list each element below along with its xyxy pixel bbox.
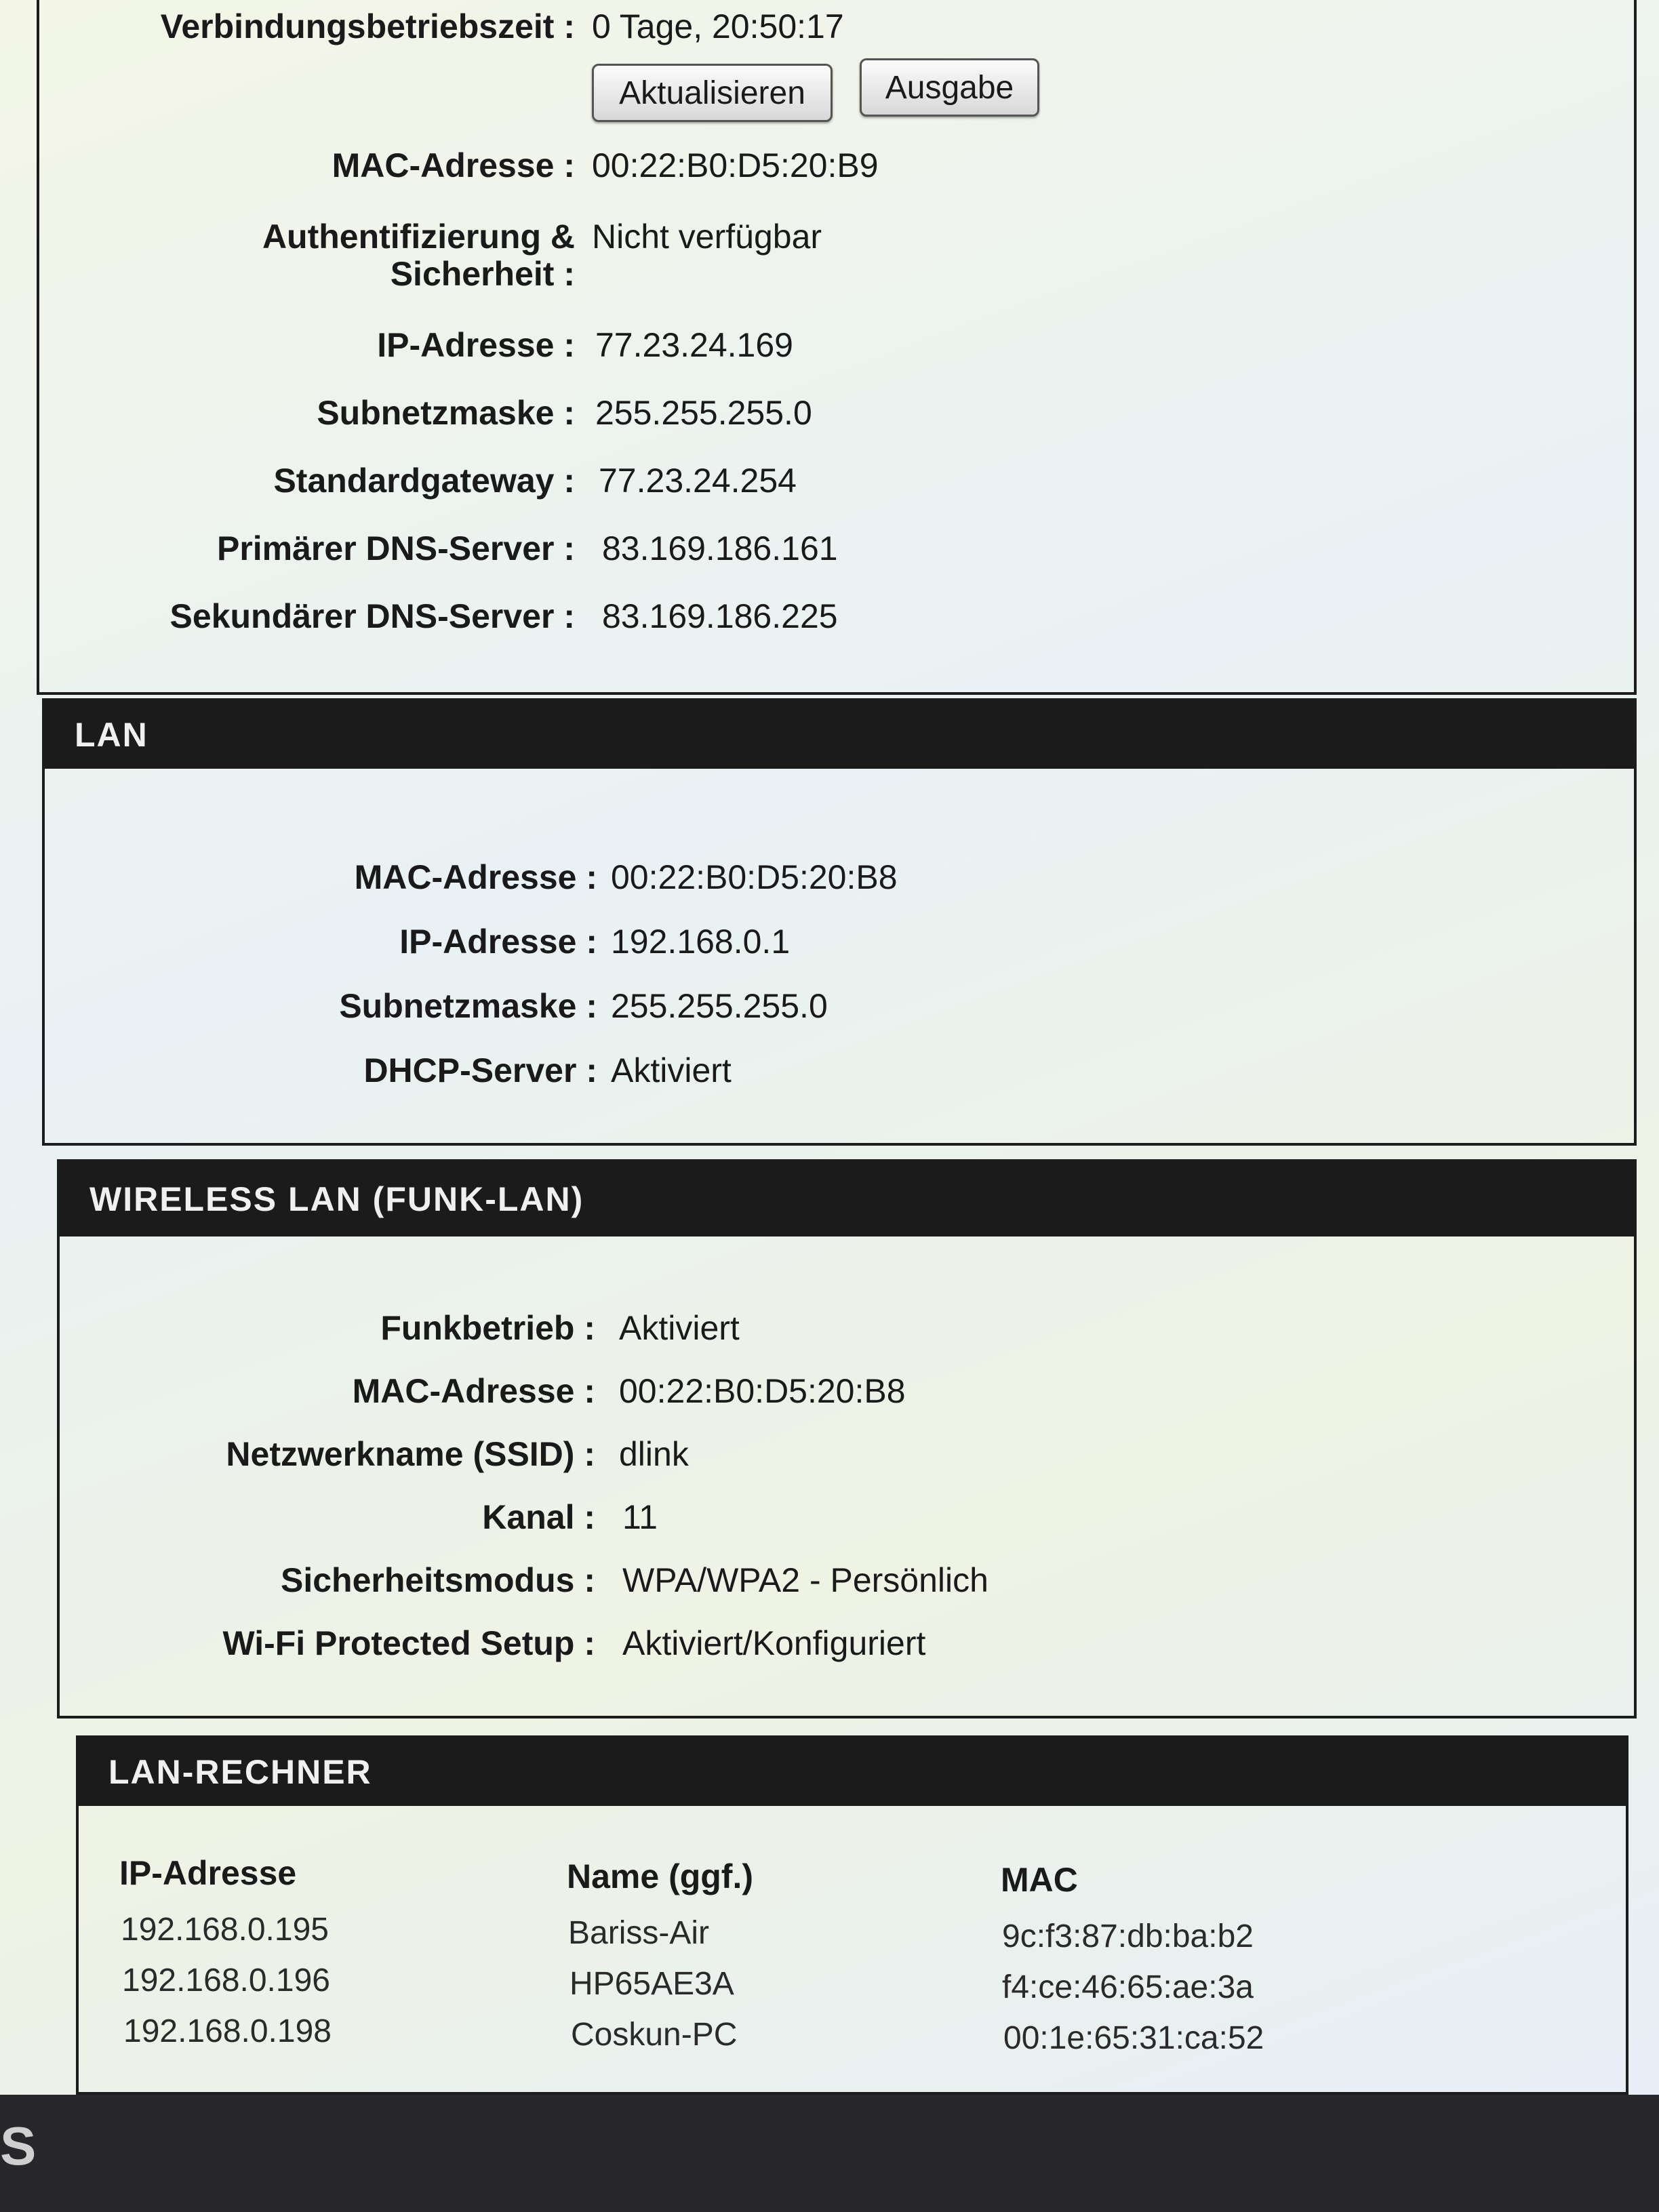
uptime-value: 0 Tage, 20:50:17 (592, 7, 844, 45)
col-header-mac: MAC (1001, 1861, 1078, 1899)
client-ip: 192.168.0.198 (123, 2013, 332, 2049)
auth-label-line2: Sicherheit : (390, 255, 575, 293)
wan-mac-value: 00:22:B0:D5:20:B9 (592, 146, 879, 184)
lan-ip-value: 192.168.0.1 (611, 923, 791, 961)
col-header-name: Name (ggf.) (567, 1857, 753, 1895)
lan-clients-header: LAN-RECHNER (79, 1738, 1626, 1806)
client-mac: 00:1e:65:31:ca:52 (1003, 2020, 1264, 2056)
wps-value: Aktiviert/Konfiguriert (622, 1624, 926, 1662)
lan-mac-value: 00:22:B0:D5:20:B8 (611, 858, 898, 896)
wan-mac-label: MAC-Adresse : (332, 146, 575, 184)
auth-value: Nicht verfügbar (592, 218, 822, 256)
lan-panel-header: LAN (45, 701, 1634, 769)
wlan-mac-value: 00:22:B0:D5:20:B8 (619, 1372, 906, 1410)
lan-ip-label: IP-Adresse : (399, 923, 597, 961)
bezel-logo-fragment: S (0, 2116, 37, 2176)
client-name: HP65AE3A (569, 1966, 734, 2002)
refresh-button[interactable]: Aktualisieren (592, 64, 833, 122)
wan-ip-value: 77.23.24.169 (595, 326, 793, 364)
lan-panel (42, 698, 1637, 1146)
wan-subnet-label: Subnetzmaske : (317, 394, 575, 432)
dhcp-label: DHCP-Server : (363, 1051, 597, 1089)
monitor-bezel (0, 2095, 1659, 2212)
wlan-panel-header: WIRELESS LAN (FUNK-LAN) (60, 1162, 1634, 1236)
secondary-dns-value: 83.169.186.225 (602, 597, 838, 635)
client-ip: 192.168.0.196 (122, 1963, 330, 1998)
client-name: Bariss-Air (568, 1915, 710, 1951)
channel-value: 11 (622, 1498, 658, 1536)
lan-subnet-label: Subnetzmaske : (339, 987, 597, 1025)
security-mode-value: WPA/WPA2 - Persönlich (622, 1561, 988, 1599)
secondary-dns-label: Sekundärer DNS-Server : (169, 597, 575, 635)
ssid-value: dlink (619, 1435, 689, 1473)
wlan-mac-label: MAC-Adresse : (352, 1372, 595, 1410)
lan-clients-panel (76, 1735, 1628, 2095)
radio-value: Aktiviert (619, 1309, 740, 1347)
gateway-value: 77.23.24.254 (599, 462, 797, 500)
output-button[interactable]: Ausgabe (860, 58, 1039, 117)
dhcp-value: Aktiviert (611, 1051, 732, 1089)
ssid-label: Netzwerkname (SSID) : (226, 1435, 595, 1473)
lan-mac-label: MAC-Adresse : (354, 858, 597, 896)
security-mode-label: Sicherheitsmodus : (281, 1561, 595, 1599)
auth-label-line1: Authentifizierung & (262, 218, 575, 256)
wan-ip-label: IP-Adresse : (377, 326, 575, 364)
client-name: Coskun-PC (571, 2017, 738, 2053)
gateway-label: Standardgateway : (273, 462, 575, 500)
primary-dns-label: Primärer DNS-Server : (216, 529, 575, 567)
col-header-ip: IP-Adresse (119, 1854, 297, 1892)
lan-subnet-value: 255.255.255.0 (611, 987, 828, 1025)
client-ip: 192.168.0.195 (121, 1912, 329, 1948)
wlan-panel (57, 1159, 1637, 1718)
channel-label: Kanal : (482, 1498, 595, 1536)
uptime-label: Verbindungsbetriebszeit : (160, 7, 575, 45)
client-mac: 9c:f3:87:db:ba:b2 (1002, 1918, 1254, 1954)
radio-label: Funkbetrieb : (380, 1309, 595, 1347)
internet-panel (37, 0, 1637, 695)
primary-dns-value: 83.169.186.161 (602, 529, 838, 567)
wps-label: Wi-Fi Protected Setup : (222, 1624, 595, 1662)
client-mac: f4:ce:46:65:ae:3a (1002, 1969, 1254, 2005)
wan-subnet-value: 255.255.255.0 (595, 394, 812, 432)
